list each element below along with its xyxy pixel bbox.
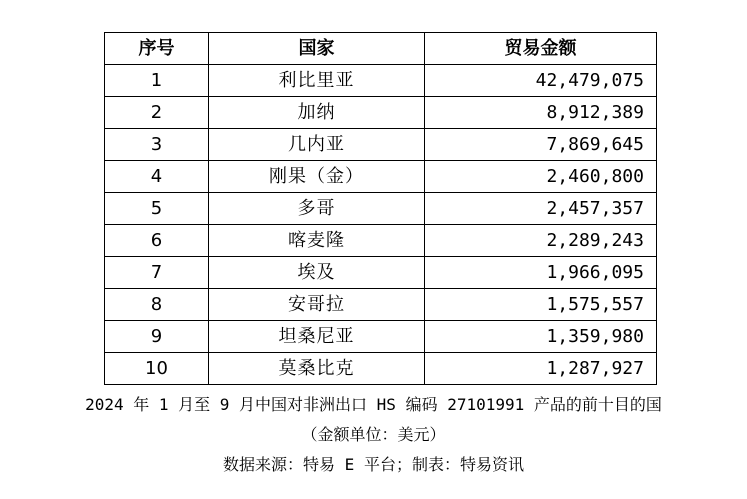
table-row [105, 353, 657, 385]
amount-cell: 1,287,927 [425, 353, 657, 385]
rank-cell: 7 [105, 257, 209, 289]
country-cell: 埃及 [209, 257, 425, 289]
rank-cell: 10 [105, 353, 209, 385]
table-caption-source: 数据来源：特易 E 平台；制表：特易资讯 [223, 455, 524, 474]
table-caption-unit: （金额单位：美元） [301, 425, 446, 444]
table-row [105, 289, 657, 321]
amount-cell: 7,869,645 [425, 129, 657, 161]
rank-cell: 4 [105, 161, 209, 193]
amount-cell: 2,457,357 [425, 193, 657, 225]
country-cell: 加纳 [209, 97, 425, 129]
table-row [105, 257, 657, 289]
table-row [105, 65, 657, 97]
table-row [105, 225, 657, 257]
amount-cell: 42,479,075 [425, 65, 657, 97]
table-row [105, 97, 657, 129]
rank-cell: 2 [105, 97, 209, 129]
amount-cell: 2,460,800 [425, 161, 657, 193]
rank-cell: 5 [105, 193, 209, 225]
table-row [105, 321, 657, 353]
rank-cell: 8 [105, 289, 209, 321]
country-cell: 安哥拉 [209, 289, 425, 321]
trade-table [104, 32, 657, 385]
table-row [105, 193, 657, 225]
amount-cell: 8,912,389 [425, 97, 657, 129]
amount-cell: 1,575,557 [425, 289, 657, 321]
table-caption-title: 2024 年 1 月至 9 月中国对非洲出口 HS 编码 27101991 产品的前十目的国 [85, 395, 662, 414]
table-header-row [105, 33, 657, 65]
trade-table-container [104, 32, 656, 385]
amount-cell: 1,359,980 [425, 321, 657, 353]
country-cell: 几内亚 [209, 129, 425, 161]
country-cell: 利比里亚 [209, 65, 425, 97]
country-cell: 莫桑比克 [209, 353, 425, 385]
rank-cell: 6 [105, 225, 209, 257]
amount-cell: 1,966,095 [425, 257, 657, 289]
header-country: 国家 [209, 33, 425, 65]
rank-cell: 1 [105, 65, 209, 97]
header-amount: 贸易金额 [425, 33, 657, 65]
country-cell: 刚果（金） [209, 161, 425, 193]
amount-cell: 2,289,243 [425, 225, 657, 257]
table-row [105, 161, 657, 193]
country-cell: 喀麦隆 [209, 225, 425, 257]
table-body [105, 65, 657, 385]
country-cell: 多哥 [209, 193, 425, 225]
rank-cell: 3 [105, 129, 209, 161]
header-rank: 序号 [105, 33, 209, 65]
country-cell: 坦桑尼亚 [209, 321, 425, 353]
table-row [105, 129, 657, 161]
rank-cell: 9 [105, 321, 209, 353]
